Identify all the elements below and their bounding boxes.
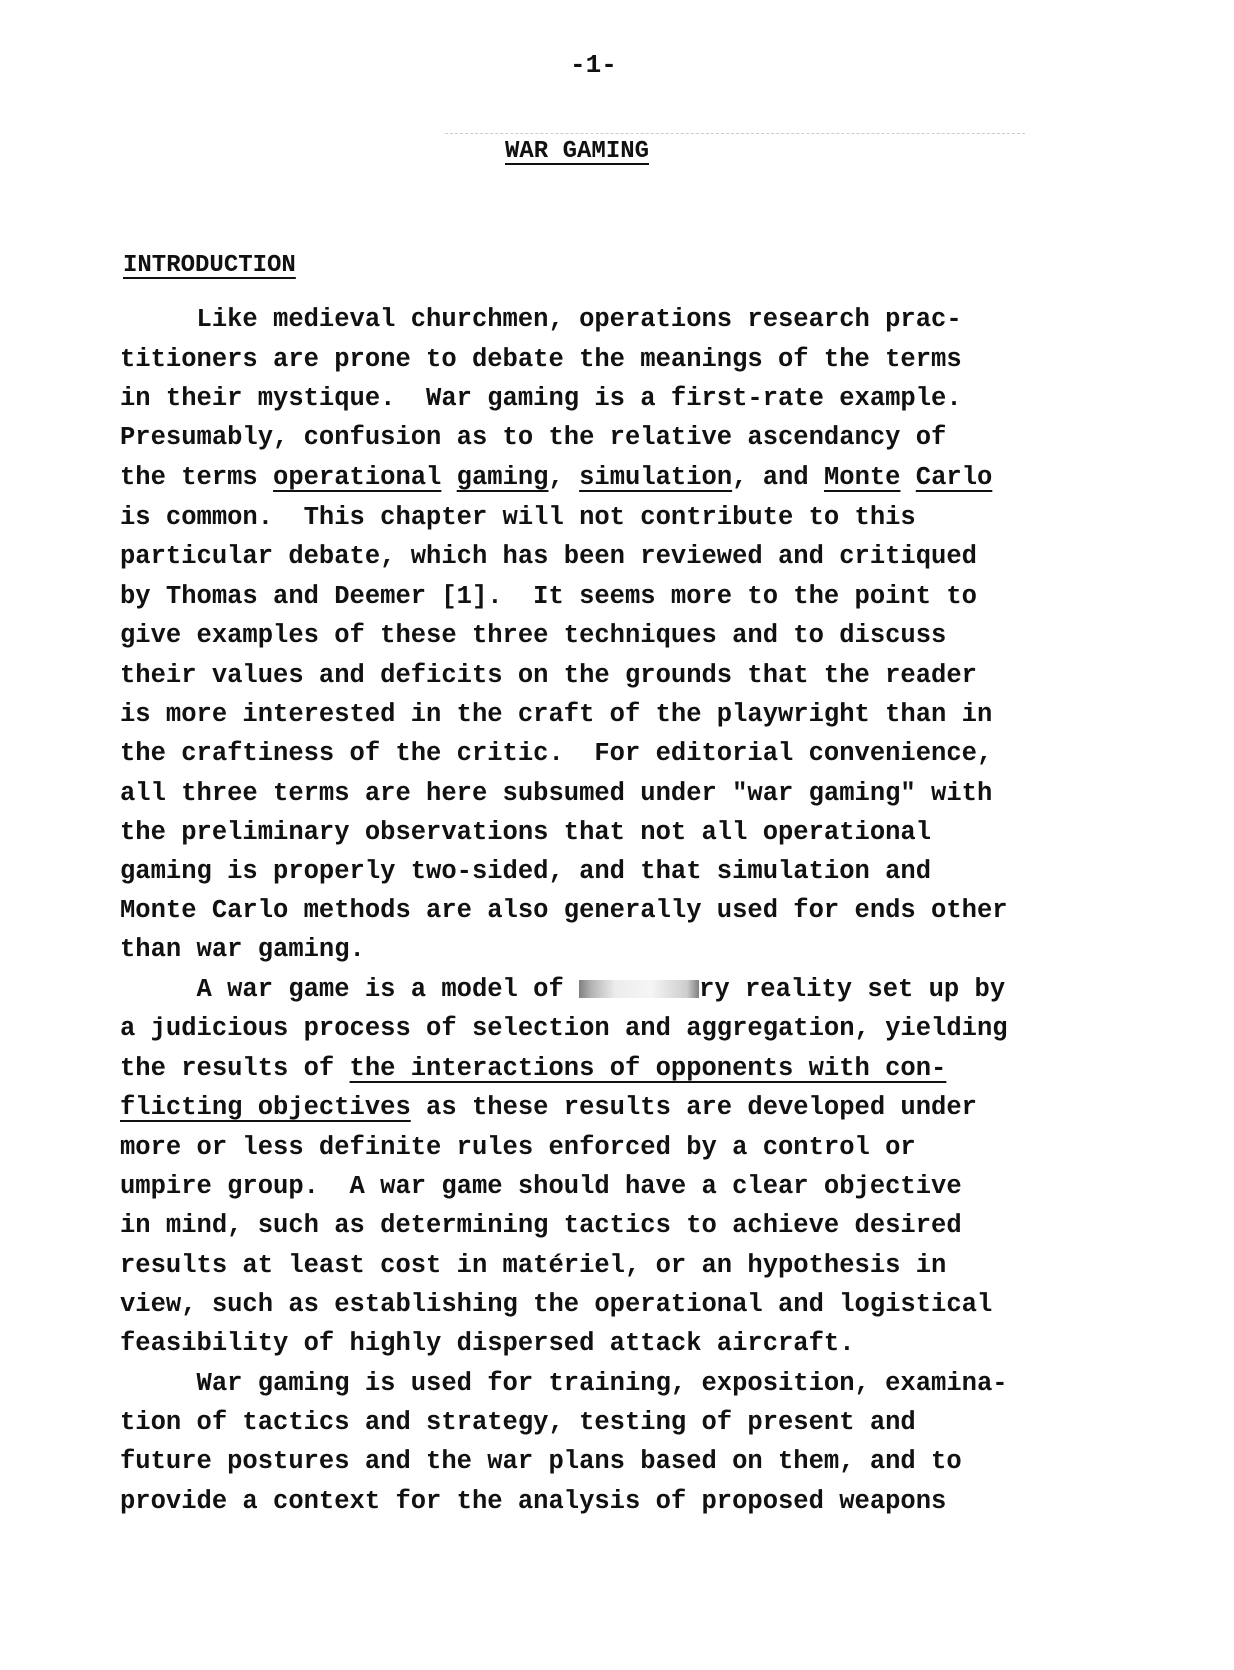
text-line — [120, 463, 992, 493]
text-line: view, such as establishing the operational and logistical — [120, 1290, 993, 1319]
text-line — [120, 1054, 946, 1084]
text-line: is more interested in the craft of the playwright than in — [120, 700, 993, 729]
text-line: more or less definite rules enforced by a control or — [120, 1133, 916, 1162]
top-divider — [445, 133, 1025, 134]
text-line: give examples of these three techniques and to discuss — [120, 621, 947, 650]
underlined-phrase: flicting objectives — [120, 1093, 411, 1122]
underlined-term: gaming — [456, 463, 549, 492]
text-line: tion of tactics and strategy, testing of present and — [120, 1408, 916, 1437]
text-line: results at least cost in matériel, or an hypothesis in — [120, 1251, 947, 1280]
text-line: Monte Carlo methods are also generally used for ends other — [120, 896, 1008, 925]
text-line: gaming is properly two-sided, and that simulation and — [120, 857, 932, 886]
text-line: in mind, such as determining tactics to achieve desired — [120, 1211, 962, 1240]
redaction-mark — [579, 980, 699, 998]
text-line: is common. This chapter will not contribute to this — [120, 503, 916, 532]
text-line: the craftiness of the critic. For editorial convenience, — [120, 739, 993, 768]
text-line: their values and deficits on the grounds that the reader — [120, 661, 977, 690]
text-line: Like medieval churchmen, operations research prac- — [120, 305, 962, 334]
page-number: -1- — [570, 50, 617, 80]
text-line: in their mystique. War gaming is a first-rate example. — [120, 384, 962, 413]
text-line: the preliminary observations that not all operational — [120, 818, 932, 847]
text-fragment: , — [548, 463, 580, 492]
text-line — [120, 975, 1005, 1005]
underlined-term: simulation — [579, 463, 733, 492]
document-title: WAR GAMING — [505, 138, 650, 165]
text-fragment: ry reality set up by — [699, 975, 1006, 1004]
text-line: by Thomas and Deemer [1]. It seems more to the point to — [120, 582, 977, 611]
section-heading: INTRODUCTION — [123, 252, 296, 279]
text-line: umpire group. A war game should have a clear objective — [120, 1172, 962, 1201]
text-fragment: the terms — [120, 463, 274, 492]
text-line: feasibility of highly dispersed attack aircraft. — [120, 1329, 855, 1358]
text-line: future postures and the war plans based on them, and to — [120, 1447, 962, 1476]
underlined-term: Monte — [823, 463, 901, 492]
underlined-phrase: the interactions of opponents with con- — [349, 1054, 947, 1083]
text-fragment: A war game is a model of — [120, 975, 580, 1004]
text-fragment: the results of — [120, 1054, 350, 1083]
text-line: a judicious process of selection and aggregation, yielding — [120, 1014, 1008, 1043]
text-line: particular debate, which has been reviewed and critiqued — [120, 542, 977, 571]
text-line: than war gaming. — [120, 935, 365, 964]
text-fragment: , and — [732, 463, 824, 492]
text-line — [120, 1093, 977, 1123]
underlined-term: Carlo — [915, 463, 993, 492]
underlined-term: operational — [273, 463, 442, 492]
text-fragment: as these results are developed under — [410, 1093, 977, 1122]
text-line: all three terms are here subsumed under "war gaming" with — [120, 779, 993, 808]
text-line: Presumably, confusion as to the relative ascendancy of — [120, 423, 947, 452]
text-fragment — [441, 463, 456, 492]
text-line: provide a context for the analysis of proposed weapons — [120, 1487, 947, 1516]
text-line: titioners are prone to debate the meanings of the terms — [120, 345, 962, 374]
text-fragment — [900, 463, 915, 492]
text-line: War gaming is used for training, exposition, examina- — [120, 1369, 1008, 1398]
